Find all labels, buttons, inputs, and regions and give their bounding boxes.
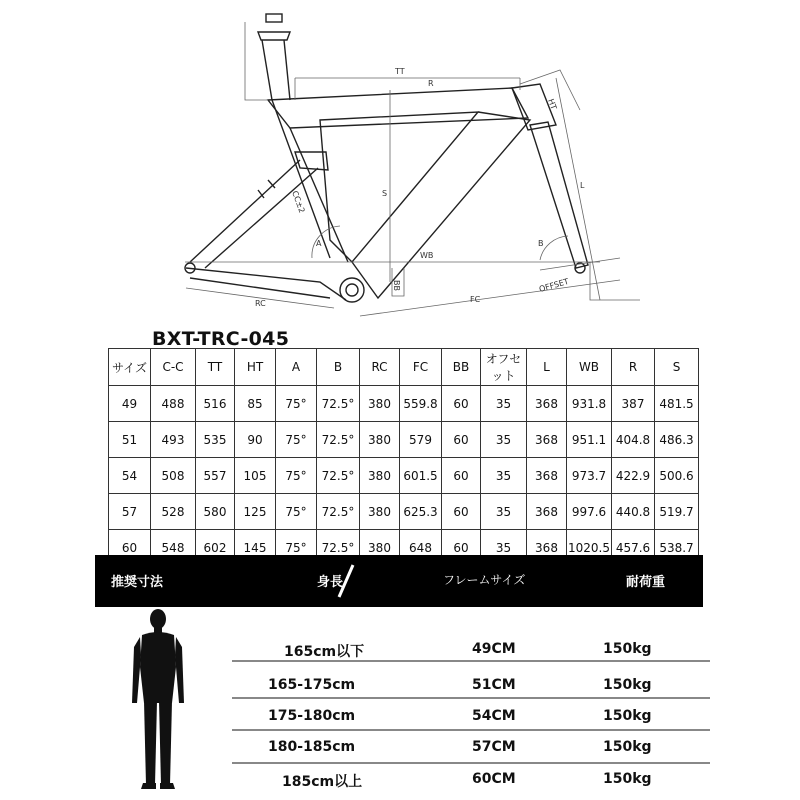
header-cc: C-C [151,349,196,386]
table-cell: 559.8 [400,386,442,422]
table-cell: 516 [196,386,235,422]
table-cell: 85 [235,386,276,422]
table-cell: 54 [109,458,151,494]
dim-label-cc: CC±2 [290,189,307,215]
header-a: A [276,349,317,386]
dim-label-bb: BB [392,280,401,291]
header-offset: オフセット [481,349,527,386]
table-cell: 368 [527,422,567,458]
recommend-frame-2: 51CM [472,677,516,693]
dim-label-b: B [538,239,544,248]
dim-label-r: R [428,79,434,88]
recommend-col-frame: フレームサイズ [443,573,526,587]
row-divider [232,697,710,699]
header-s: S [655,349,699,386]
table-cell: 380 [360,422,400,458]
table-cell: 535 [196,422,235,458]
table-cell: 625.3 [400,494,442,530]
model-name: BXT-TRC-045 [152,328,290,350]
recommend-header-bar [95,555,703,607]
table-cell: 368 [527,530,567,566]
table-cell: 538.7 [655,530,699,566]
table-cell: 508 [151,458,196,494]
table-cell: 90 [235,422,276,458]
table-cell: 75° [276,530,317,566]
table-cell: 951.1 [567,422,612,458]
header-bb: BB [442,349,481,386]
recommend-height-5: 185cm以上 [282,774,363,790]
table-cell: 557 [196,458,235,494]
recommend-col-height: 身長 [317,575,344,590]
table-cell: 72.5° [317,530,360,566]
table-cell: 72.5° [317,494,360,530]
table-cell: 493 [151,422,196,458]
header-tt: TT [196,349,235,386]
table-cell: 72.5° [317,386,360,422]
table-cell: 72.5° [317,458,360,494]
table-cell: 51 [109,422,151,458]
table-cell: 75° [276,386,317,422]
header-wb: WB [567,349,612,386]
table-cell: 648 [400,530,442,566]
table-cell: 60 [442,386,481,422]
header-size: サイズ [109,349,151,386]
table-cell: 519.7 [655,494,699,530]
table-cell: 973.7 [567,458,612,494]
header-ht: HT [235,349,276,386]
table-row [109,422,699,458]
recommend-height-2: 165-175cm [268,677,356,693]
table-cell: 368 [527,386,567,422]
table-cell: 75° [276,494,317,530]
table-cell: 500.6 [655,458,699,494]
table-cell: 931.8 [567,386,612,422]
table-cell: 368 [527,458,567,494]
recommend-frame-5: 60CM [472,771,516,787]
table-cell: 486.3 [655,422,699,458]
header-r: R [612,349,655,386]
table-cell: 481.5 [655,386,699,422]
table-cell: 368 [527,494,567,530]
frame-geometry-diagram [0,0,800,330]
table-cell: 72.5° [317,422,360,458]
table-cell: 602 [196,530,235,566]
table-cell: 380 [360,494,400,530]
dim-label-a: A [316,239,322,248]
table-cell: 580 [196,494,235,530]
recommend-height-4: 180-185cm [268,739,356,755]
row-divider [232,729,710,731]
table-cell: 380 [360,386,400,422]
table-cell: 404.8 [612,422,655,458]
recommend-frame-1: 49CM [472,641,516,657]
table-header-row [109,349,699,386]
header-l: L [527,349,567,386]
row-divider [232,762,710,764]
dim-label-fc: FC [470,295,481,304]
table-cell: 601.5 [400,458,442,494]
table-cell: 457.6 [612,530,655,566]
recommend-load-5: 150kg [603,771,652,787]
header-rc: RC [360,349,400,386]
table-cell: 528 [151,494,196,530]
table-cell: 75° [276,422,317,458]
table-cell: 60 [442,458,481,494]
table-cell: 488 [151,386,196,422]
recommend-frame-3: 54CM [472,708,516,724]
table-cell: 387 [612,386,655,422]
row-divider [232,660,710,662]
recommend-title: 推奨寸法 [111,575,164,590]
table-cell: 35 [481,494,527,530]
table-row [109,494,699,530]
table-cell: 145 [235,530,276,566]
table-cell: 57 [109,494,151,530]
table-row [109,386,699,422]
recommend-load-1: 150kg [603,641,652,657]
recommend-load-2: 150kg [603,677,652,693]
recommend-load-3: 150kg [603,708,652,724]
recommend-height-1: 165cm以下 [284,644,365,660]
table-cell: 105 [235,458,276,494]
table-cell: 125 [235,494,276,530]
table-cell: 60 [442,530,481,566]
table-cell: 60 [109,530,151,566]
table-cell: 1020.5 [567,530,612,566]
dim-label-l: L [580,181,585,190]
table-cell: 380 [360,458,400,494]
header-fc: FC [400,349,442,386]
table-cell: 997.6 [567,494,612,530]
table-cell: 60 [442,422,481,458]
dim-label-offset: OFFSET [538,276,570,294]
table-cell: 35 [481,386,527,422]
recommend-height-3: 175-180cm [268,708,356,724]
dim-label-ht: HT [546,97,559,111]
table-cell: 380 [360,530,400,566]
person-silhouette-icon [128,607,188,797]
header-b: B [317,349,360,386]
recommend-load-4: 150kg [603,739,652,755]
table-cell: 60 [442,494,481,530]
table-cell: 35 [481,530,527,566]
table-cell: 579 [400,422,442,458]
table-cell: 440.8 [612,494,655,530]
recommend-frame-4: 57CM [472,739,516,755]
geometry-table [108,348,699,566]
dim-label-rc: RC [255,299,266,308]
dim-label-wb: WB [420,251,434,260]
table-cell: 35 [481,422,527,458]
table-row [109,458,699,494]
table-cell: 548 [151,530,196,566]
recommend-col-load: 耐荷重 [626,575,666,590]
table-cell: 75° [276,458,317,494]
table-cell: 49 [109,386,151,422]
dim-label-tt: TT [395,67,405,76]
dim-label-s: S [382,189,388,198]
table-cell: 35 [481,458,527,494]
table-cell: 422.9 [612,458,655,494]
